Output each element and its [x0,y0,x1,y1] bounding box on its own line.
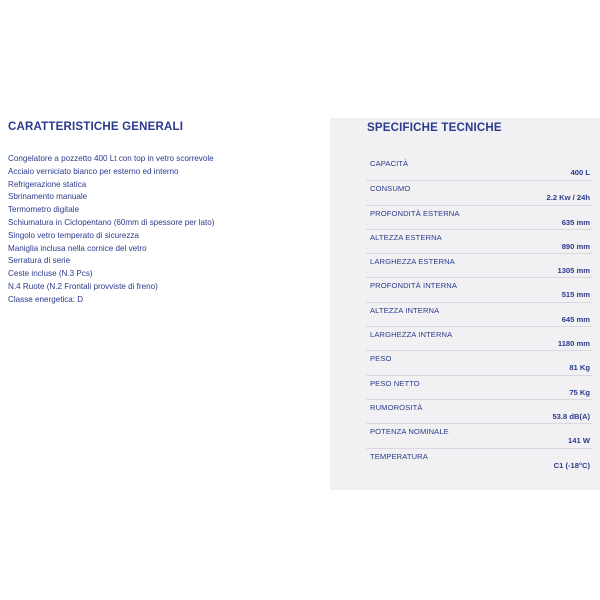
feature-item: Serratura di serie [8,256,71,266]
spec-value: 400 L [570,168,590,177]
feature-item: Acciaio verniciato bianco per esterno ed interno [8,166,179,176]
features-list [8,153,215,307]
spec-label: LARGHEZZA ESTERNA [370,257,455,267]
spec-row-weight [366,350,592,374]
spec-value: 2.2 Kw / 24h [546,193,590,203]
feature-item: Ceste incluse (N.3 Pcs) [8,269,93,279]
spec-label: CONSUMO [370,184,411,194]
spec-value: 141 W [568,436,590,446]
spec-row-net-weight [366,375,592,399]
spec-value: 81 Kg [569,363,590,373]
spec-value: 1305 mm [557,266,590,276]
technical-specs-panel [330,118,600,490]
spec-label: POTENZA NOMINALE [370,427,449,437]
spec-value: 890 mm [561,241,590,251]
general-features-heading: CARATTERISTICHE GENERALI [8,121,184,133]
spec-row-external-width [366,253,592,277]
spec-row-internal-width [366,326,592,350]
spec-row-temperature [366,448,592,472]
spec-label: ALTEZZA ESTERNA [370,232,442,242]
spec-row-consumption [366,180,592,204]
spec-row-external-depth [366,205,592,229]
feature-item: N.4 Ruote (N.2 Frontali provviste di freno) [8,281,158,291]
feature-item: Termometro digitale [8,205,80,215]
spec-label: PROFONDITÀ INTERNA [370,281,458,291]
spec-label: RUMOROSITÀ [370,402,423,412]
spec-value: C1 (-18°C) [553,460,590,470]
spec-label: CAPACITÀ [370,159,409,168]
spec-row-external-height [366,229,592,253]
spec-label: LARGHEZZA INTERNA [370,330,453,340]
spec-label: TEMPERATURA [370,451,428,461]
feature-item: Classe energetica: D [8,294,84,304]
spec-label: PESO [370,354,392,364]
feature-item: Congelatore a pozzetto 400 Lt con top in vetro scorrevole [8,154,214,163]
technical-specs-heading: SPECIFICHE TECNICHE [367,122,502,134]
feature-item: Refrigerazione statica [8,179,87,189]
spec-row-internal-height [366,302,592,326]
feature-item: Schiumatura in Ciclopentano (60mm di spessore per lato) [8,217,215,227]
spec-value: 645 mm [561,314,590,324]
specs-table [366,156,592,472]
spec-row-internal-depth [366,277,592,301]
spec-value: 515 mm [561,290,590,300]
spec-row-capacity [366,156,592,180]
feature-item: Sbrinamento manuale [8,192,88,202]
feature-item: Singolo vetro temperato di sicurezza [8,230,139,240]
spec-row-noise [366,399,592,423]
spec-value: 1180 mm [557,339,590,349]
spec-label: PROFONDITÀ ESTERNA [370,208,460,218]
spec-value: 53.8 dB(A) [552,411,590,421]
spec-label: PESO NETTO [370,378,420,388]
spec-row-nominal-power [366,423,592,447]
spec-value: 635 mm [561,217,590,227]
spec-label: ALTEZZA INTERNA [370,305,440,315]
feature-item: Maniglia inclusa nella cornice del vetro [8,243,147,253]
spec-value: 75 Kg [569,387,590,397]
